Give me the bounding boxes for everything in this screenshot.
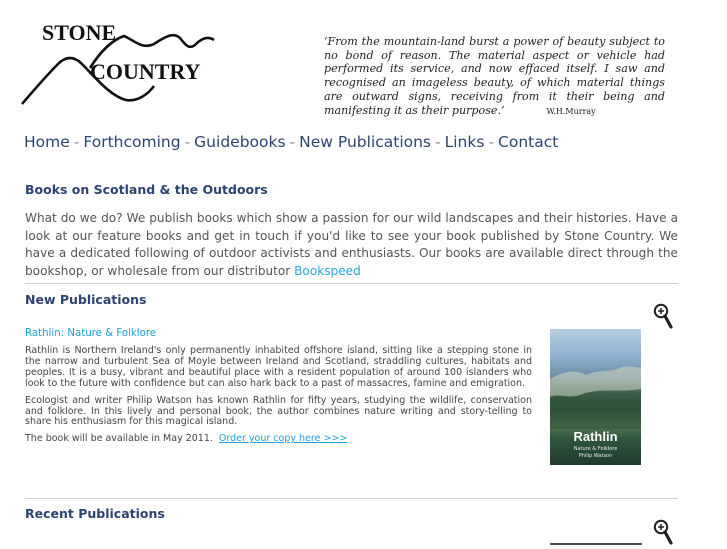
nav-separator: -	[488, 133, 495, 151]
nav-separator: -	[73, 133, 80, 151]
brand-line-2: COUNTRY	[90, 59, 201, 84]
book-desc-para-1: Rathlin is Northern Ireland's only permanently inhabited offshore island, sitting like a stepping stone in the narrow and turbulent Sea of Moyle between Ireland and Scotland, straddling cultures, habitats and peoples. It is a busy, vibrant and beautiful place with a resident population of around 100 islanders who look to the future with confidence but can also hark back to a past of massacres, famine and emigration.	[25, 345, 532, 389]
nav-new-publications[interactable]: New Publications	[299, 133, 432, 151]
nav-guidebooks[interactable]: Guidebooks	[194, 133, 286, 151]
cover-title: Rathlin	[573, 429, 618, 444]
intro-heading: Books on Scotland & the Outdoors	[25, 182, 268, 197]
quote-author: W.H.Murray	[546, 106, 596, 116]
cover-author: Philip Watson	[578, 453, 613, 459]
nav-links[interactable]: Links	[444, 133, 485, 151]
nav-contact[interactable]: Contact	[498, 133, 559, 151]
header-quote	[324, 35, 665, 118]
nav-separator: -	[184, 133, 191, 151]
brand-line-1: STONE	[42, 20, 117, 45]
nav-home[interactable]: Home	[24, 133, 70, 151]
magnifier-icon[interactable]	[653, 519, 673, 545]
cover-subtitle: Nature & Folklore	[573, 446, 618, 452]
intro-text	[25, 210, 678, 278]
main-nav	[24, 133, 558, 151]
logo-mountains-icon	[20, 16, 250, 108]
book-cover-image[interactable]	[550, 329, 641, 465]
intro-body: What do we do? We publish books which show a passion for our wild landscapes and their histories. Have a look at our feature books and get in touch if you'd like to see your book published by Stone Country. We have a dedicated following of outdoor activists and enthusiasts. Our books are available direct through the bookshop, or wholesale from our distributor	[25, 211, 678, 278]
magnifier-icon[interactable]	[653, 303, 673, 329]
divider	[25, 283, 678, 284]
order-link[interactable]: Order your copy here >>>	[218, 433, 348, 445]
divider	[25, 498, 678, 499]
quote-text: ‘From the mountain-land burst a power of beauty subject to no bond of reason. The material aspect or vehicle had performed its service, and now effaced itself. I saw and recognised an imageless beauty, of which material things are outward signs, receiving from it their being and manifesting it as their purpose.’	[324, 35, 665, 117]
recent-publications-heading: Recent Publications	[25, 506, 165, 521]
book-title-link[interactable]: Rathlin: Nature & Folklore	[25, 328, 157, 339]
new-publications-heading: New Publications	[25, 292, 147, 307]
nav-separator: -	[289, 133, 296, 151]
island-illustration	[550, 329, 641, 465]
book-desc-para-2: Ecologist and writer Philip Watson has known Rathlin for fifty years, studying the wildlife, conservation and folklore. In this lively and personal book, the author combines nature writing and story-telling to share his enthusiasm for this magical island.	[25, 394, 532, 428]
bookspeed-link[interactable]: Bookspeed	[294, 263, 361, 278]
book-description	[25, 346, 532, 451]
nav-forthcoming[interactable]: Forthcoming	[83, 133, 181, 151]
recent-book-cover-image[interactable]	[550, 543, 642, 545]
nav-separator: -	[435, 133, 441, 151]
availability-text: The book will be available in May 2011.	[25, 433, 213, 445]
logo[interactable]	[20, 16, 250, 108]
book-desc-para-3	[25, 434, 532, 445]
